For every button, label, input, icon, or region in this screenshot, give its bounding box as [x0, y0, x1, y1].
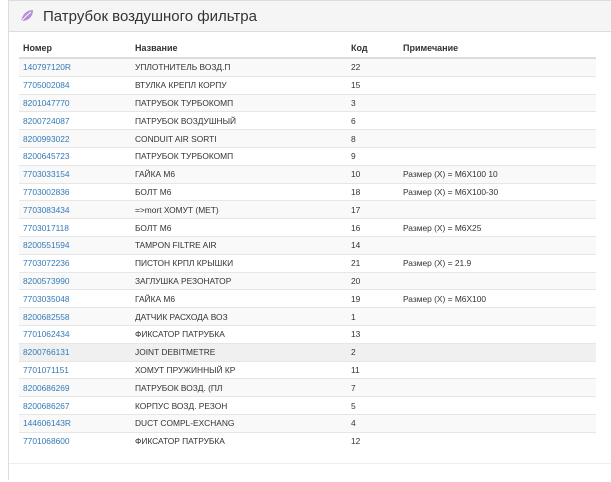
cell-note [399, 308, 596, 326]
part-number-link[interactable]: 7701062434 [23, 329, 70, 340]
table-row [19, 432, 596, 449]
panel-header [9, 1, 611, 32]
table-row [19, 379, 596, 397]
header-name: Название [131, 39, 347, 58]
table-row [19, 236, 596, 254]
table-header-row [19, 39, 596, 58]
leaf-icon [19, 8, 35, 24]
table-row [19, 308, 596, 326]
cell-number [19, 414, 131, 432]
cell-name: ГАЙКА М6 [131, 290, 347, 308]
cell-name: ФИКСАТОР ПАТРУБКА [131, 432, 347, 449]
cell-note [399, 361, 596, 379]
cell-note: Размер (X) = M6X100 10 [399, 165, 596, 183]
part-number-link[interactable]: 8200551594 [23, 240, 70, 251]
cell-name: ФИКСАТОР ПАТРУБКА [131, 325, 347, 343]
table-row [19, 290, 596, 308]
cell-note [399, 432, 596, 449]
cell-code: 7 [347, 379, 399, 397]
panel-footer [9, 463, 611, 482]
table-row [19, 414, 596, 432]
cell-code: 6 [347, 112, 399, 130]
cell-note [399, 236, 596, 254]
header-note: Примечание [399, 39, 596, 58]
cell-number [19, 112, 131, 130]
cell-note [399, 379, 596, 397]
cell-name: ЗАГЛУШКА РЕЗОНАТОР [131, 272, 347, 290]
part-number-link[interactable]: 8200724087 [23, 115, 70, 126]
table-row [19, 254, 596, 272]
part-number-link[interactable]: 7703072236 [23, 258, 70, 269]
table-row [19, 397, 596, 415]
cell-code: 11 [347, 361, 399, 379]
part-number-link[interactable]: 8200573990 [23, 275, 70, 286]
cell-note: Размер (X) = M6X100-30 [399, 183, 596, 201]
part-number-link[interactable]: 7703035048 [23, 293, 70, 304]
cell-code: 22 [347, 58, 399, 76]
cell-name: =>mort ХОМУТ (МЕТ) [131, 201, 347, 219]
table-row [19, 76, 596, 94]
table-row [19, 94, 596, 112]
part-number-link[interactable]: 140797120R [23, 62, 71, 73]
cell-code: 1 [347, 308, 399, 326]
table-row [19, 183, 596, 201]
cell-number [19, 130, 131, 148]
cell-name: TAMPON FILTRE AIR [131, 236, 347, 254]
cell-note: Размер (X) = 21.9 [399, 254, 596, 272]
cell-note: Размер (X) = M6X25 [399, 219, 596, 237]
part-number-link[interactable]: 8200645723 [23, 151, 70, 162]
cell-name: ПИСТОН КРПЛ КРЫШКИ [131, 254, 347, 272]
parts-table [19, 39, 596, 450]
cell-number [19, 254, 131, 272]
cell-name: БОЛТ М6 [131, 219, 347, 237]
cell-note [399, 414, 596, 432]
header-number: Номер [19, 39, 131, 58]
cell-code: 17 [347, 201, 399, 219]
cell-note [399, 397, 596, 415]
cell-name: ПАТРУБОК ВОЗДУШНЫЙ [131, 112, 347, 130]
cell-name: ГАЙКА М6 [131, 165, 347, 183]
table-row [19, 343, 596, 361]
cell-name: CONDUIT AIR SORTI [131, 130, 347, 148]
cell-code: 2 [347, 343, 399, 361]
page-title: Патрубок воздушного фильтра [43, 7, 257, 25]
header-code: Код [347, 39, 399, 58]
cell-name: JOINT DEBITMETRE [131, 343, 347, 361]
cell-code: 3 [347, 94, 399, 112]
part-number-link[interactable]: 7701071151 [23, 364, 69, 375]
cell-note [399, 201, 596, 219]
cell-name: DUCT COMPL-EXCHANG [131, 414, 347, 432]
cell-number [19, 94, 131, 112]
cell-number [19, 183, 131, 201]
table-row [19, 272, 596, 290]
part-number-link[interactable]: 8200993022 [23, 133, 70, 144]
part-number-link[interactable]: 8200686269 [23, 382, 70, 393]
cell-code: 19 [347, 290, 399, 308]
cell-note [399, 325, 596, 343]
cell-code: 20 [347, 272, 399, 290]
cell-code: 15 [347, 76, 399, 94]
cell-number [19, 236, 131, 254]
cell-note [399, 147, 596, 165]
parts-panel [8, 0, 611, 480]
cell-number [19, 343, 131, 361]
part-number-link[interactable]: 144606143R [23, 418, 71, 429]
cell-number [19, 290, 131, 308]
table-row [19, 219, 596, 237]
cell-code: 12 [347, 432, 399, 449]
cell-name: УПЛОТНИТЕЛЬ ВОЗД.П [131, 58, 347, 76]
table-row [19, 165, 596, 183]
cell-code: 13 [347, 325, 399, 343]
cell-name: БОЛТ М6 [131, 183, 347, 201]
cell-code: 14 [347, 236, 399, 254]
part-number-link[interactable]: 7701068600 [23, 436, 70, 447]
cell-number [19, 432, 131, 449]
part-number-link[interactable]: 7703083434 [23, 204, 70, 215]
cell-code: 10 [347, 165, 399, 183]
cell-name: ПАТРУБОК ТУРБОКОМП [131, 94, 347, 112]
cell-number [19, 147, 131, 165]
cell-note [399, 76, 596, 94]
cell-note [399, 94, 596, 112]
cell-number [19, 272, 131, 290]
part-number-link[interactable]: 7703033154 [23, 169, 70, 180]
cell-name: ДАТЧИК РАСХОДА ВОЗ [131, 308, 347, 326]
cell-number [19, 325, 131, 343]
table-row [19, 325, 596, 343]
cell-note [399, 343, 596, 361]
table-row [19, 201, 596, 219]
part-number-link[interactable]: 7703002836 [23, 186, 70, 197]
part-number-link[interactable]: 8200686267 [23, 400, 70, 411]
part-number-link[interactable]: 7705002084 [23, 80, 70, 91]
cell-number [19, 58, 131, 76]
cell-name: ПАТРУБОК ТУРБОКОМП [131, 147, 347, 165]
table-row [19, 112, 596, 130]
cell-number [19, 397, 131, 415]
cell-number [19, 201, 131, 219]
cell-number [19, 361, 131, 379]
cell-name: ВТУЛКА КРЕПЛ КОРПУ [131, 76, 347, 94]
table-body [19, 58, 596, 450]
cell-number [19, 308, 131, 326]
cell-code: 21 [347, 254, 399, 272]
part-number-link[interactable]: 8200766131 [23, 347, 70, 358]
cell-note: Размер (X) = M6X100 [399, 290, 596, 308]
table-row [19, 361, 596, 379]
cell-code: 5 [347, 397, 399, 415]
cell-name: КОРПУС ВОЗД. РЕЗОН [131, 397, 347, 415]
table-row [19, 147, 596, 165]
cell-number [19, 165, 131, 183]
cell-number [19, 219, 131, 237]
cell-code: 9 [347, 147, 399, 165]
cell-code: 18 [347, 183, 399, 201]
cell-note [399, 272, 596, 290]
cell-note [399, 130, 596, 148]
cell-number [19, 76, 131, 94]
cell-note [399, 58, 596, 76]
cell-number [19, 379, 131, 397]
cell-note [399, 112, 596, 130]
part-number-link[interactable]: 8200682558 [23, 311, 70, 322]
table-row [19, 130, 596, 148]
cell-code: 16 [347, 219, 399, 237]
cell-code: 4 [347, 414, 399, 432]
part-number-link[interactable]: 7703017118 [23, 222, 69, 233]
cell-name: ХОМУТ ПРУЖИННЫЙ КР [131, 361, 347, 379]
part-number-link[interactable]: 8201047770 [23, 97, 70, 108]
cell-code: 8 [347, 130, 399, 148]
table-row [19, 58, 596, 76]
cell-name: ПАТРУБОК ВОЗД. (ПЛ [131, 379, 347, 397]
